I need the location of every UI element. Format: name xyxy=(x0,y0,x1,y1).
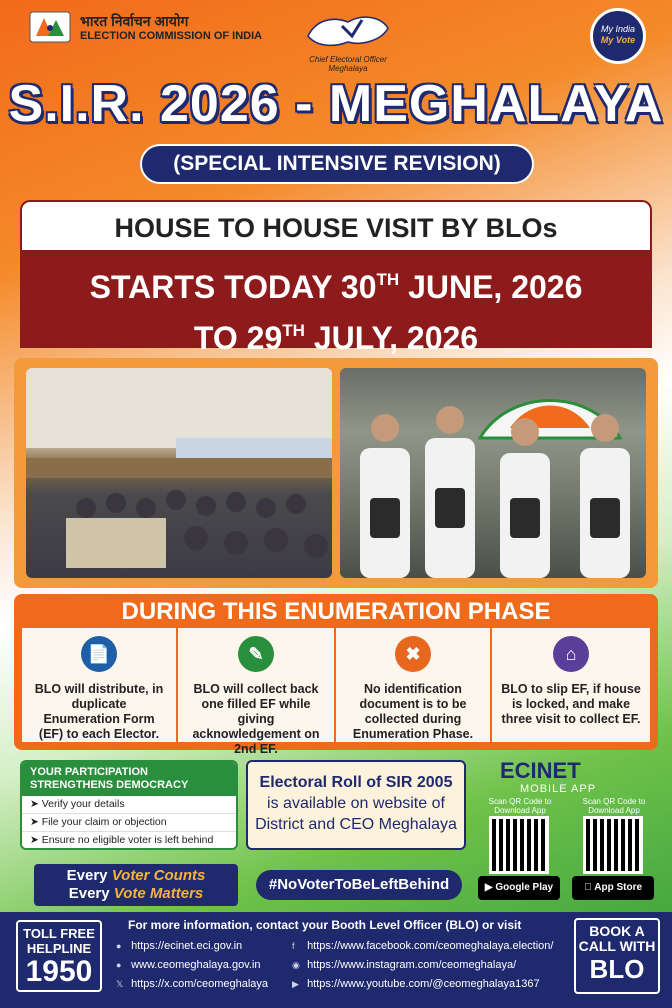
globe-icon: ● xyxy=(116,941,122,951)
participation-heading: YOUR PARTICIPATION STRENGTHENS DEMOCRACY xyxy=(22,762,236,796)
enum-card-4-text: BLO to slip EF, if house is locked, and make three visit to collect EF. xyxy=(501,682,641,726)
qr-label-android: Scan QR Code to Download App xyxy=(488,797,552,815)
participation-box xyxy=(20,760,238,850)
links-right xyxy=(292,937,553,994)
enum-card-2 xyxy=(178,628,334,756)
app-store-button[interactable]: App Store xyxy=(572,876,654,900)
date-banner xyxy=(20,250,652,356)
roll-line-1: Electoral Roll of SIR 2005 xyxy=(259,774,453,791)
globe-icon: ● xyxy=(116,960,122,970)
date-line-2: TO 29TH JULY, 2026 xyxy=(193,320,479,356)
meeting-hall-photo xyxy=(26,368,332,578)
hashtag-badge: #NoVoterToBeLeftBehind xyxy=(256,870,462,900)
link-ecinet[interactable]: ● https://ecinet.eci.gov.in xyxy=(116,937,268,956)
date-line-1: STARTS TODAY 30TH JUNE, 2026 xyxy=(89,269,583,305)
eci-hindi-name: भारत निर्वाचन आयोग xyxy=(80,13,189,29)
qr-code-android[interactable] xyxy=(489,816,549,874)
enum-card-1 xyxy=(22,628,176,742)
qr-label-ios: Scan QR Code to Download App xyxy=(582,797,646,815)
visit-heading: HOUSE TO HOUSE VISIT BY BLOs xyxy=(20,200,652,252)
enumeration-title: DURING THIS ENUMERATION PHASE xyxy=(121,598,551,625)
toll-free-helpline[interactable]: TOLL FREE HELPLINE 1950 xyxy=(16,920,102,992)
helpline-number[interactable]: 1950 xyxy=(25,955,93,988)
roll-line-3: District and CEO Meghalaya xyxy=(255,816,457,833)
slogan-box: Every Voter Counts Every Vote Matters xyxy=(34,864,238,906)
enum-card-1-text: BLO will distribute, in duplicate Enumeration Form (EF) to each Elector. xyxy=(34,682,164,741)
ecinet-app-sub: MOBILE APP xyxy=(520,783,597,795)
badge-line1: My India xyxy=(600,24,635,34)
ecinet-app-name: ECINET xyxy=(500,758,581,783)
blo-team-photo xyxy=(340,368,646,578)
eci-english-name: ELECTION COMMISSION OF INDIA xyxy=(80,30,263,42)
roll-line-2: is available on website of xyxy=(267,795,445,812)
enum-card-4 xyxy=(492,628,650,742)
participation-item: ➤ File your claim or objection xyxy=(22,814,236,832)
ceo-meghalaya-logo-icon xyxy=(302,6,394,56)
electoral-roll-box xyxy=(246,760,466,850)
enum-card-2-text: BLO will collect back one filled EF while giving acknowledgement on 2nd EF. xyxy=(192,682,320,756)
more-info-text: For more information, contact your Booth Level Officer (BLO) or visit xyxy=(128,918,522,932)
form-pen-icon: ✎ xyxy=(238,636,274,672)
folder-cross-icon: ✖ xyxy=(395,636,431,672)
participation-item: ➤ Verify your details xyxy=(22,796,236,814)
page-subtitle: (SPECIAL INTENSIVE REVISION) xyxy=(140,144,534,184)
book-call-with-blo[interactable]: BOOK A CALL WITH BLO xyxy=(574,918,660,994)
link-ceo-website[interactable]: ● www.ceomeghalaya.gov.in xyxy=(116,956,268,975)
link-facebook[interactable]: f https://www.facebook.com/ceomeghalaya.election/ xyxy=(292,937,553,956)
instagram-icon: ◉ xyxy=(292,960,300,970)
youtube-icon: ▶ xyxy=(292,979,299,989)
link-youtube[interactable]: ▶ https://www.youtube.com/@ceomeghalaya1367 xyxy=(292,975,553,994)
facebook-icon: f xyxy=(292,941,295,951)
enum-card-3-text: No identification document is to be collected during Enumeration Phase. xyxy=(352,682,474,741)
my-india-my-vote-badge xyxy=(590,8,646,64)
participation-item: ➤ Ensure no eligible voter is left behind xyxy=(22,832,236,850)
ceo-logo-caption: Chief Electoral Officer Meghalaya xyxy=(309,55,387,73)
enum-card-3 xyxy=(336,628,490,742)
google-play-button[interactable]: ▶ Google Play xyxy=(478,876,560,900)
qr-code-ios[interactable] xyxy=(583,816,643,874)
house-lock-icon: ⌂ xyxy=(553,636,589,672)
document-check-icon: 📄 xyxy=(81,636,117,672)
page-title: S.I.R. 2026 - MEGHALAYA xyxy=(8,75,664,133)
link-x[interactable]: 𝕏 https://x.com/ceomeghalaya xyxy=(116,975,268,994)
badge-line2: My Vote xyxy=(600,35,636,45)
links-left xyxy=(116,937,268,994)
eci-logo-icon xyxy=(26,8,74,48)
x-icon: 𝕏 xyxy=(116,979,124,989)
link-instagram[interactable]: ◉ https://www.instagram.com/ceomeghalaya/ xyxy=(292,956,553,975)
